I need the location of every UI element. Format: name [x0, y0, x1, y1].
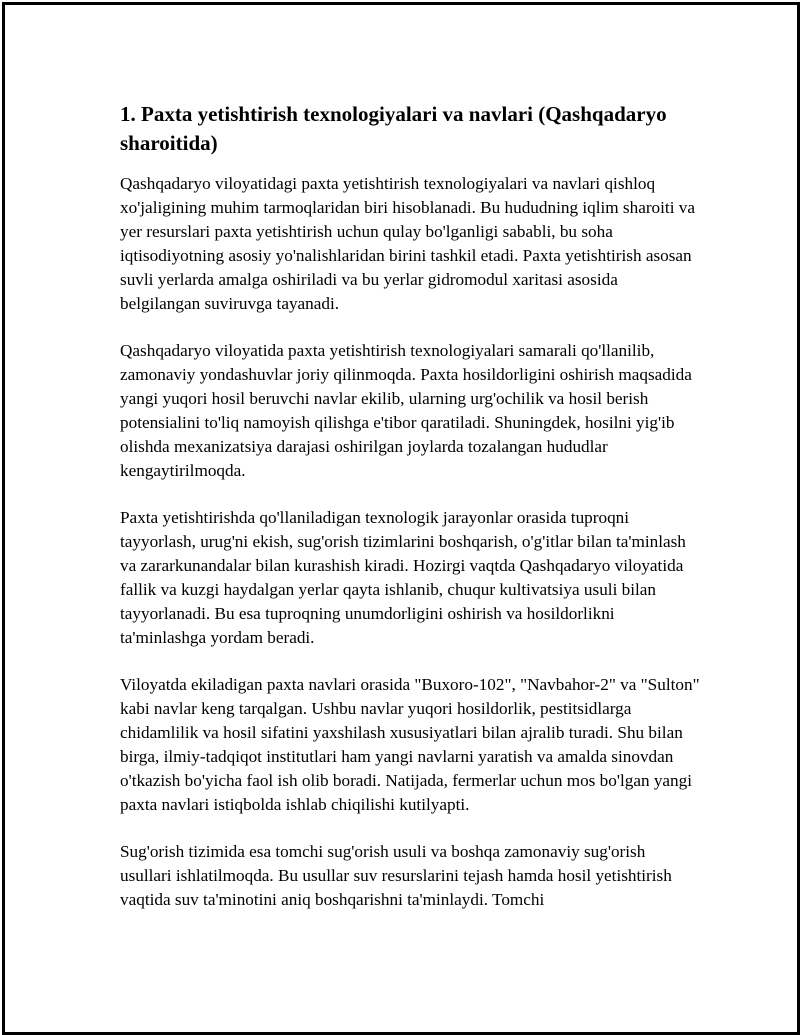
page — [2, 2, 800, 1035]
document-body — [120, 100, 700, 935]
paragraph-1: Qashqadaryo viloyatidagi paxta yetishtirish texnologiyalari va navlari qishloq xo'jaligining muhim tarmoqlaridan biri hisoblanadi. Bu hududning iqlim sharoiti va yer resurslari paxta yetishtirish uchun qulay bo'lganligi sababli, bu soha iqtisodiyotning asosiy yo'nalishlaridan birini tashkil etadi. Paxta yetishtirish asosan suvli yerlarda amalga oshiriladi va bu yerlar gidromodul xaritasi asosida belgilangan suviruvga tayanadi. — [120, 174, 695, 313]
paragraph-3: Paxta yetishtirishda qo'llaniladigan texnologik jarayonlar orasida tuproqni tayyorlash, urug'ni ekish, sug'orish tizimlarini boshqarish, o'g'itlar bilan ta'minlash va zararkunandalar bilan kurashish kiradi. Hozirgi vaqtda Qashqadaryo viloyatida fallik va kuzgi haydalgan yerlar qayta ishlanib, chuqur kultivatsiya usuli bilan tayyorlanadi. Bu esa tuproqning unumdorligini oshirish va hosildorlikni ta'minlashga yordam beradi. — [120, 508, 686, 647]
section-heading: 1. Paxta yetishtirish texnologiyalari va navlari (Qashqadaryo sharoitida) — [120, 102, 667, 155]
paragraph-2: Qashqadaryo viloyatida paxta yetishtirish texnologiyalari samarali qo'llanilib, zamonaviy yondashuvlar joriy qilinmoqda. Paxta hosildorligini oshirish maqsadida yangi yuqori hosil beruvchi navlar ekilib, ularning urg'ochilik va hosil berish potensialini to'liq namoyish qilishga e'tibor qaratiladi. Shuningdek, hosilni yig'ib olishda mexanizatsiya darajasi oshirilgan joylarda tozalangan hududlar kengaytirilmoqda. — [120, 341, 692, 480]
paragraph-5: Sug'orish tizimida esa tomchi sug'orish usuli va boshqa zamonaviy sug'orish usullari ishlatilmoqda. Bu usullar suv resurslarini tejash hamda hosil yetishtirish vaqtida suv ta'minotini aniq boshqarishni ta'minlaydi. Tomchi — [120, 842, 672, 909]
paragraph-4: Viloyatda ekiladigan paxta navlari orasida "Buxoro-102", "Navbahor-2" va "Sulton" kabi navlar keng tarqalgan. Ushbu navlar yuqori hosildorlik, pestitsidlarga chidamlilik va hosil sifatini yaxshilash xususiyatlari bilan ajralib turadi. Shu bilan birga, ilmiy-tadqiqot institutlari ham yangi navlarni yaratish va amalda sinovdan o'tkazish bo'yicha faol ish olib boradi. Natijada, fermerlar uchun mos bo'lgan yangi paxta navlari istiqbolda ishlab chiqilishi kutilyapti. — [120, 675, 700, 814]
